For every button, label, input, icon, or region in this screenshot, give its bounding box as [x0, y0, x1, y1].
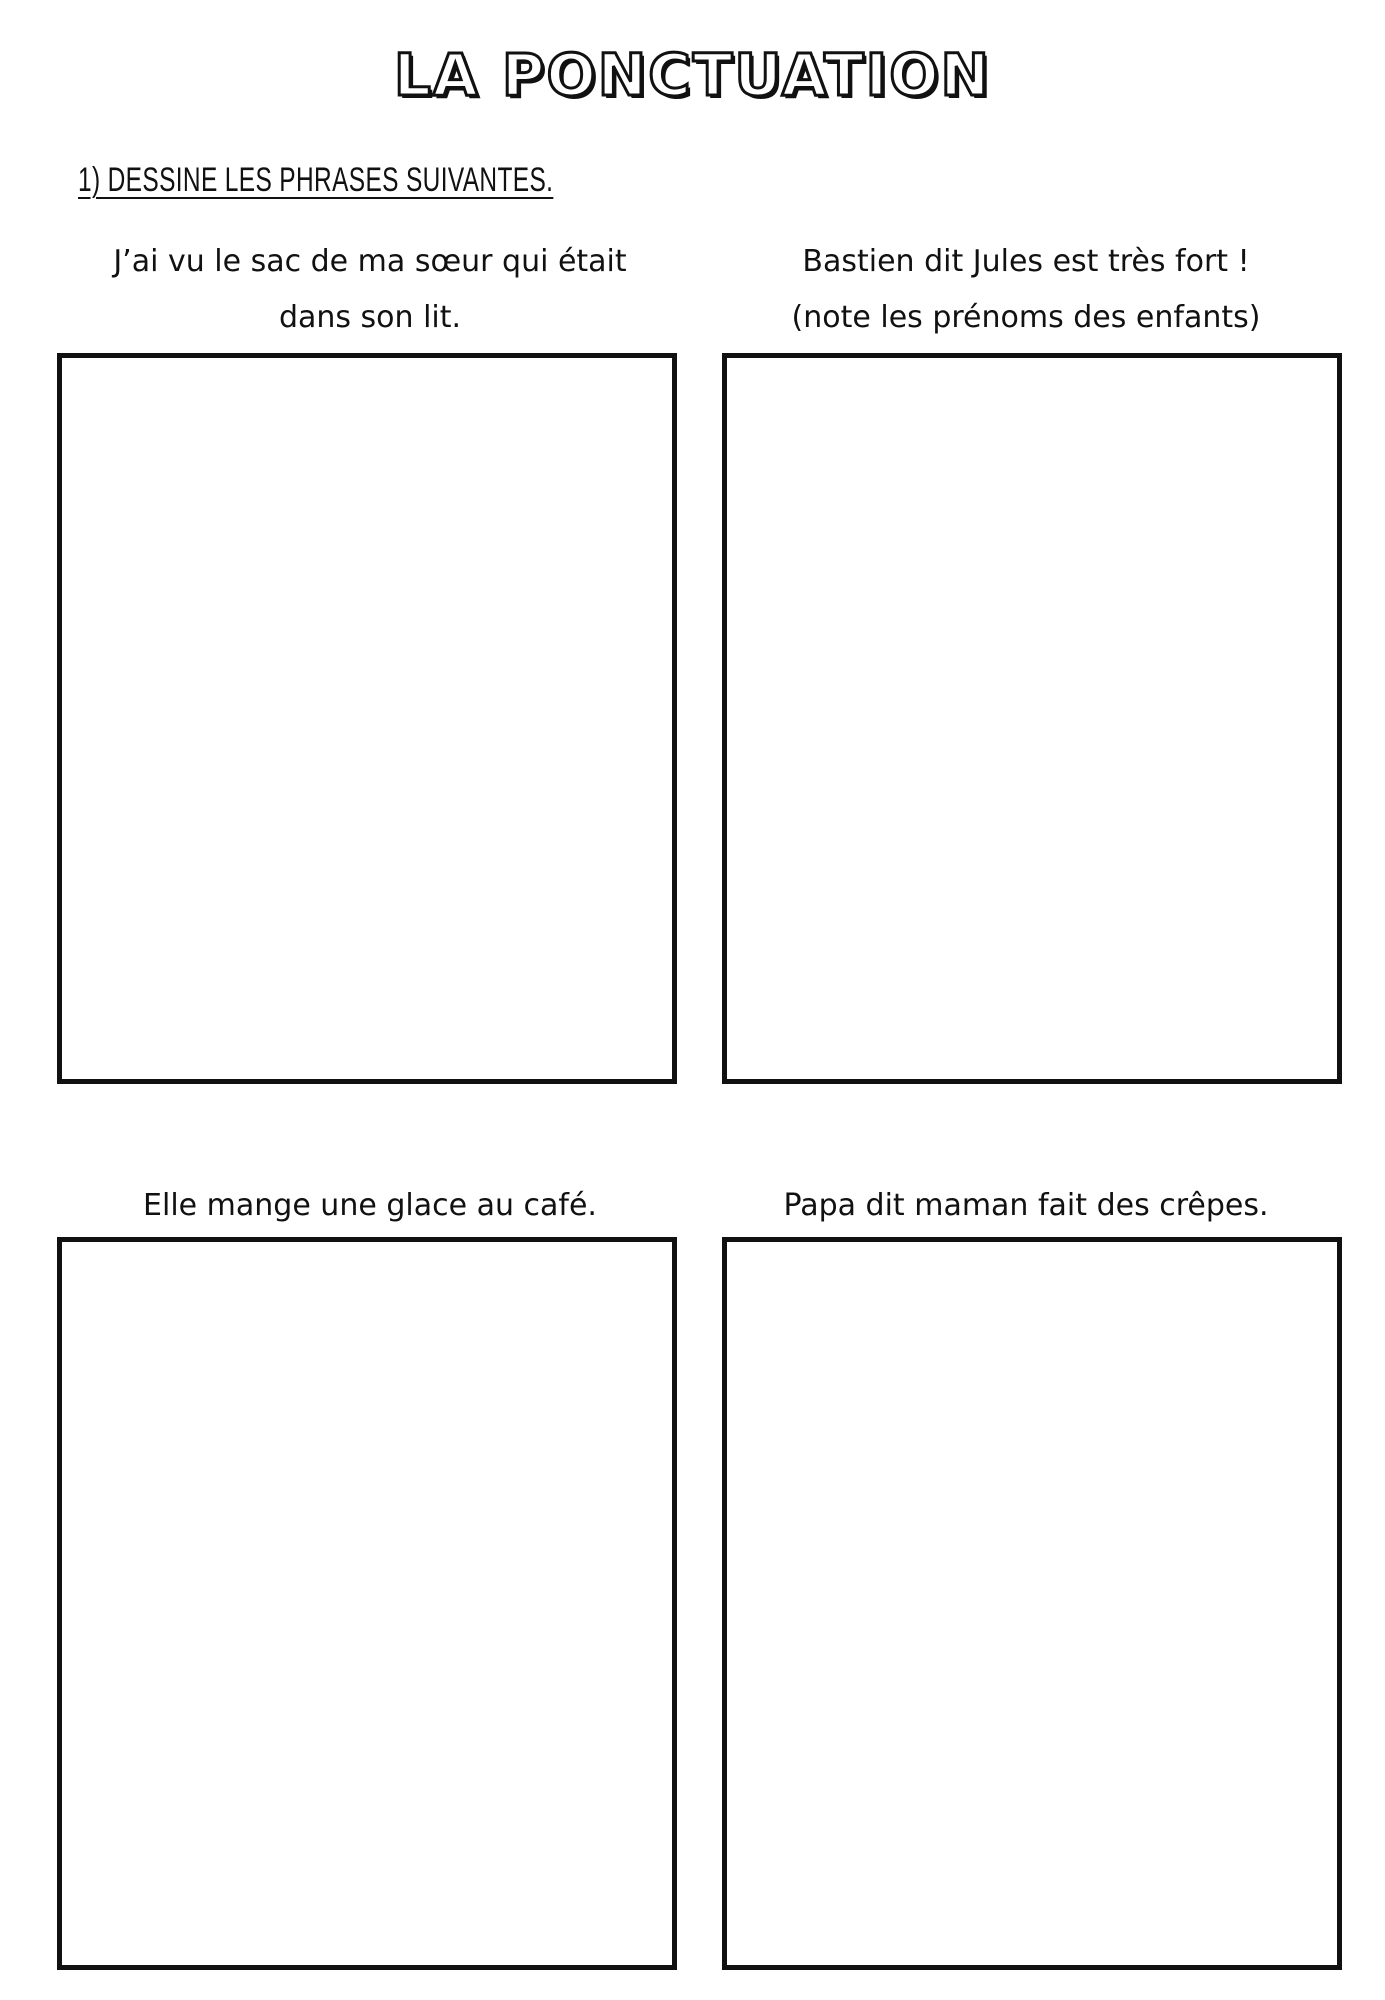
panel-caption-2	[716, 234, 1336, 346]
panel-caption-1-line-1: J’ai vu le sac de ma sœur qui était	[113, 244, 627, 279]
panel-caption-3	[60, 1178, 680, 1234]
drawing-box-2[interactable]	[722, 353, 1342, 1084]
drawing-box-4[interactable]	[722, 1237, 1342, 1970]
panel-caption-2-line-1: Bastien dit Jules est très fort !	[802, 244, 1250, 279]
panel-caption-3-line-1: Elle mange une glace au café.	[143, 1188, 597, 1223]
exercise-instruction: 1) DESSINE LES PHRASES SUIVANTES.	[78, 161, 554, 199]
worksheet-title: LA PONCTUATION	[393, 41, 992, 109]
panel-caption-4-line-1: Papa dit maman fait des crêpes.	[783, 1188, 1269, 1223]
drawing-box-3[interactable]	[57, 1237, 677, 1970]
drawing-box-1[interactable]	[57, 353, 677, 1084]
panel-caption-2-line-2: (note les prénoms des enfants)	[791, 300, 1261, 335]
panel-caption-4	[716, 1178, 1336, 1234]
panel-caption-1	[60, 234, 680, 346]
panel-caption-1-line-2: dans son lit.	[278, 300, 462, 335]
